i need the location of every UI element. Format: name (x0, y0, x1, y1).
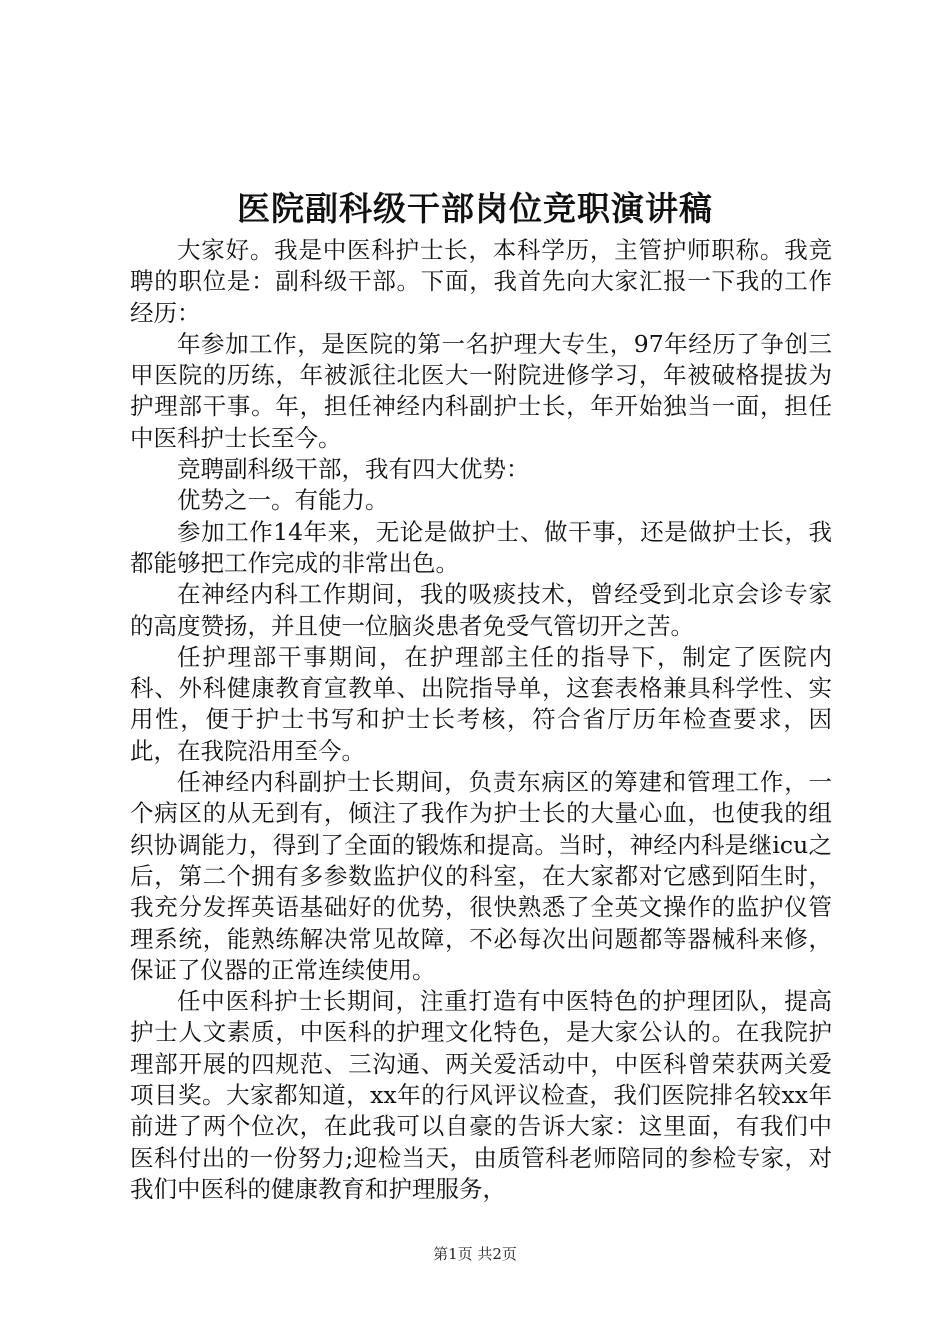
paragraph: 任神经内科副护士长期间，负责东病区的筹建和管理工作，一个病区的从无到有，倾注了我作为护士长的大量心血，也使我的组织协调能力，得到了全面的锻炼和提高。当时，神经内科是继icu之后，第二个拥有多参数监护仪的科室，在大家都对它感到陌生时，我充分发挥英语基础好的优势，很快熟悉了全英文操作的监护仪管理系统，能熟练解决常见故障，不必每次出问题都等器械科来修，保证了仪器的正常连续使用。 (130, 768, 832, 984)
paragraph: 年参加工作，是医院的第一名护理大专生，97年经历了争创三甲医院的历练，年被派往北医大一附院进修学习，年被破格提拔为护理部干事。年，担任神经内科副护士长，年开始独当一面，担任中医科护士长至今。 (130, 329, 832, 452)
paragraph: 参加工作14年来，无论是做护士、做干事，还是做护士长，我都能够把工作完成的非常出色。 (130, 517, 832, 577)
document-title: 医院副科级干部岗位竞职演讲稿 (237, 189, 713, 228)
paragraph: 任护理部干事期间，在护理部主任的指导下，制定了医院内科、外科健康教育宣教单、出院指导单，这套表格兼具科学性、实用性，便于护士书写和护士长考核，符合省厅历年检查要求，因此，在我院沿用至今。 (130, 642, 832, 765)
paragraph: 竞聘副科级干部，我有四大优势： (177, 455, 530, 484)
paragraph: 优势之一。有能力。 (177, 486, 389, 515)
page-number-footer: 第1页 共2页 (433, 1245, 517, 1263)
paragraph: 在神经内科工作期间，我的吸痰技术，曾经受到北京会诊专家的高度赞扬，并且使一位脑炎患者免受气管切开之苦。 (130, 580, 832, 640)
paragraph: 任中医科护士长期间，注重打造有中医特色的护理团队，提高护士人文素质，中医科的护理文化特色，是大家公认的。在我院护理部开展的四规范、三沟通、两关爱活动中，中医科曾荣获两关爱项目奖。大家都知道，xx年的行风评议检查，我们医院排名较xx年前进了两个位次，在此我可以自豪的告诉大家：这里面，有我们中医科付出的一份努力;迎检当天，由质管科老师陪同的参检专家，对我们中医科的健康教育和护理服务， (130, 987, 832, 1203)
paragraph: 大家好。我是中医科护士长，本科学历，主管护师职称。我竞聘的职位是：副科级干部。下面，我首先向大家汇报一下我的工作经历： (130, 236, 832, 327)
document-body (130, 235, 832, 1205)
